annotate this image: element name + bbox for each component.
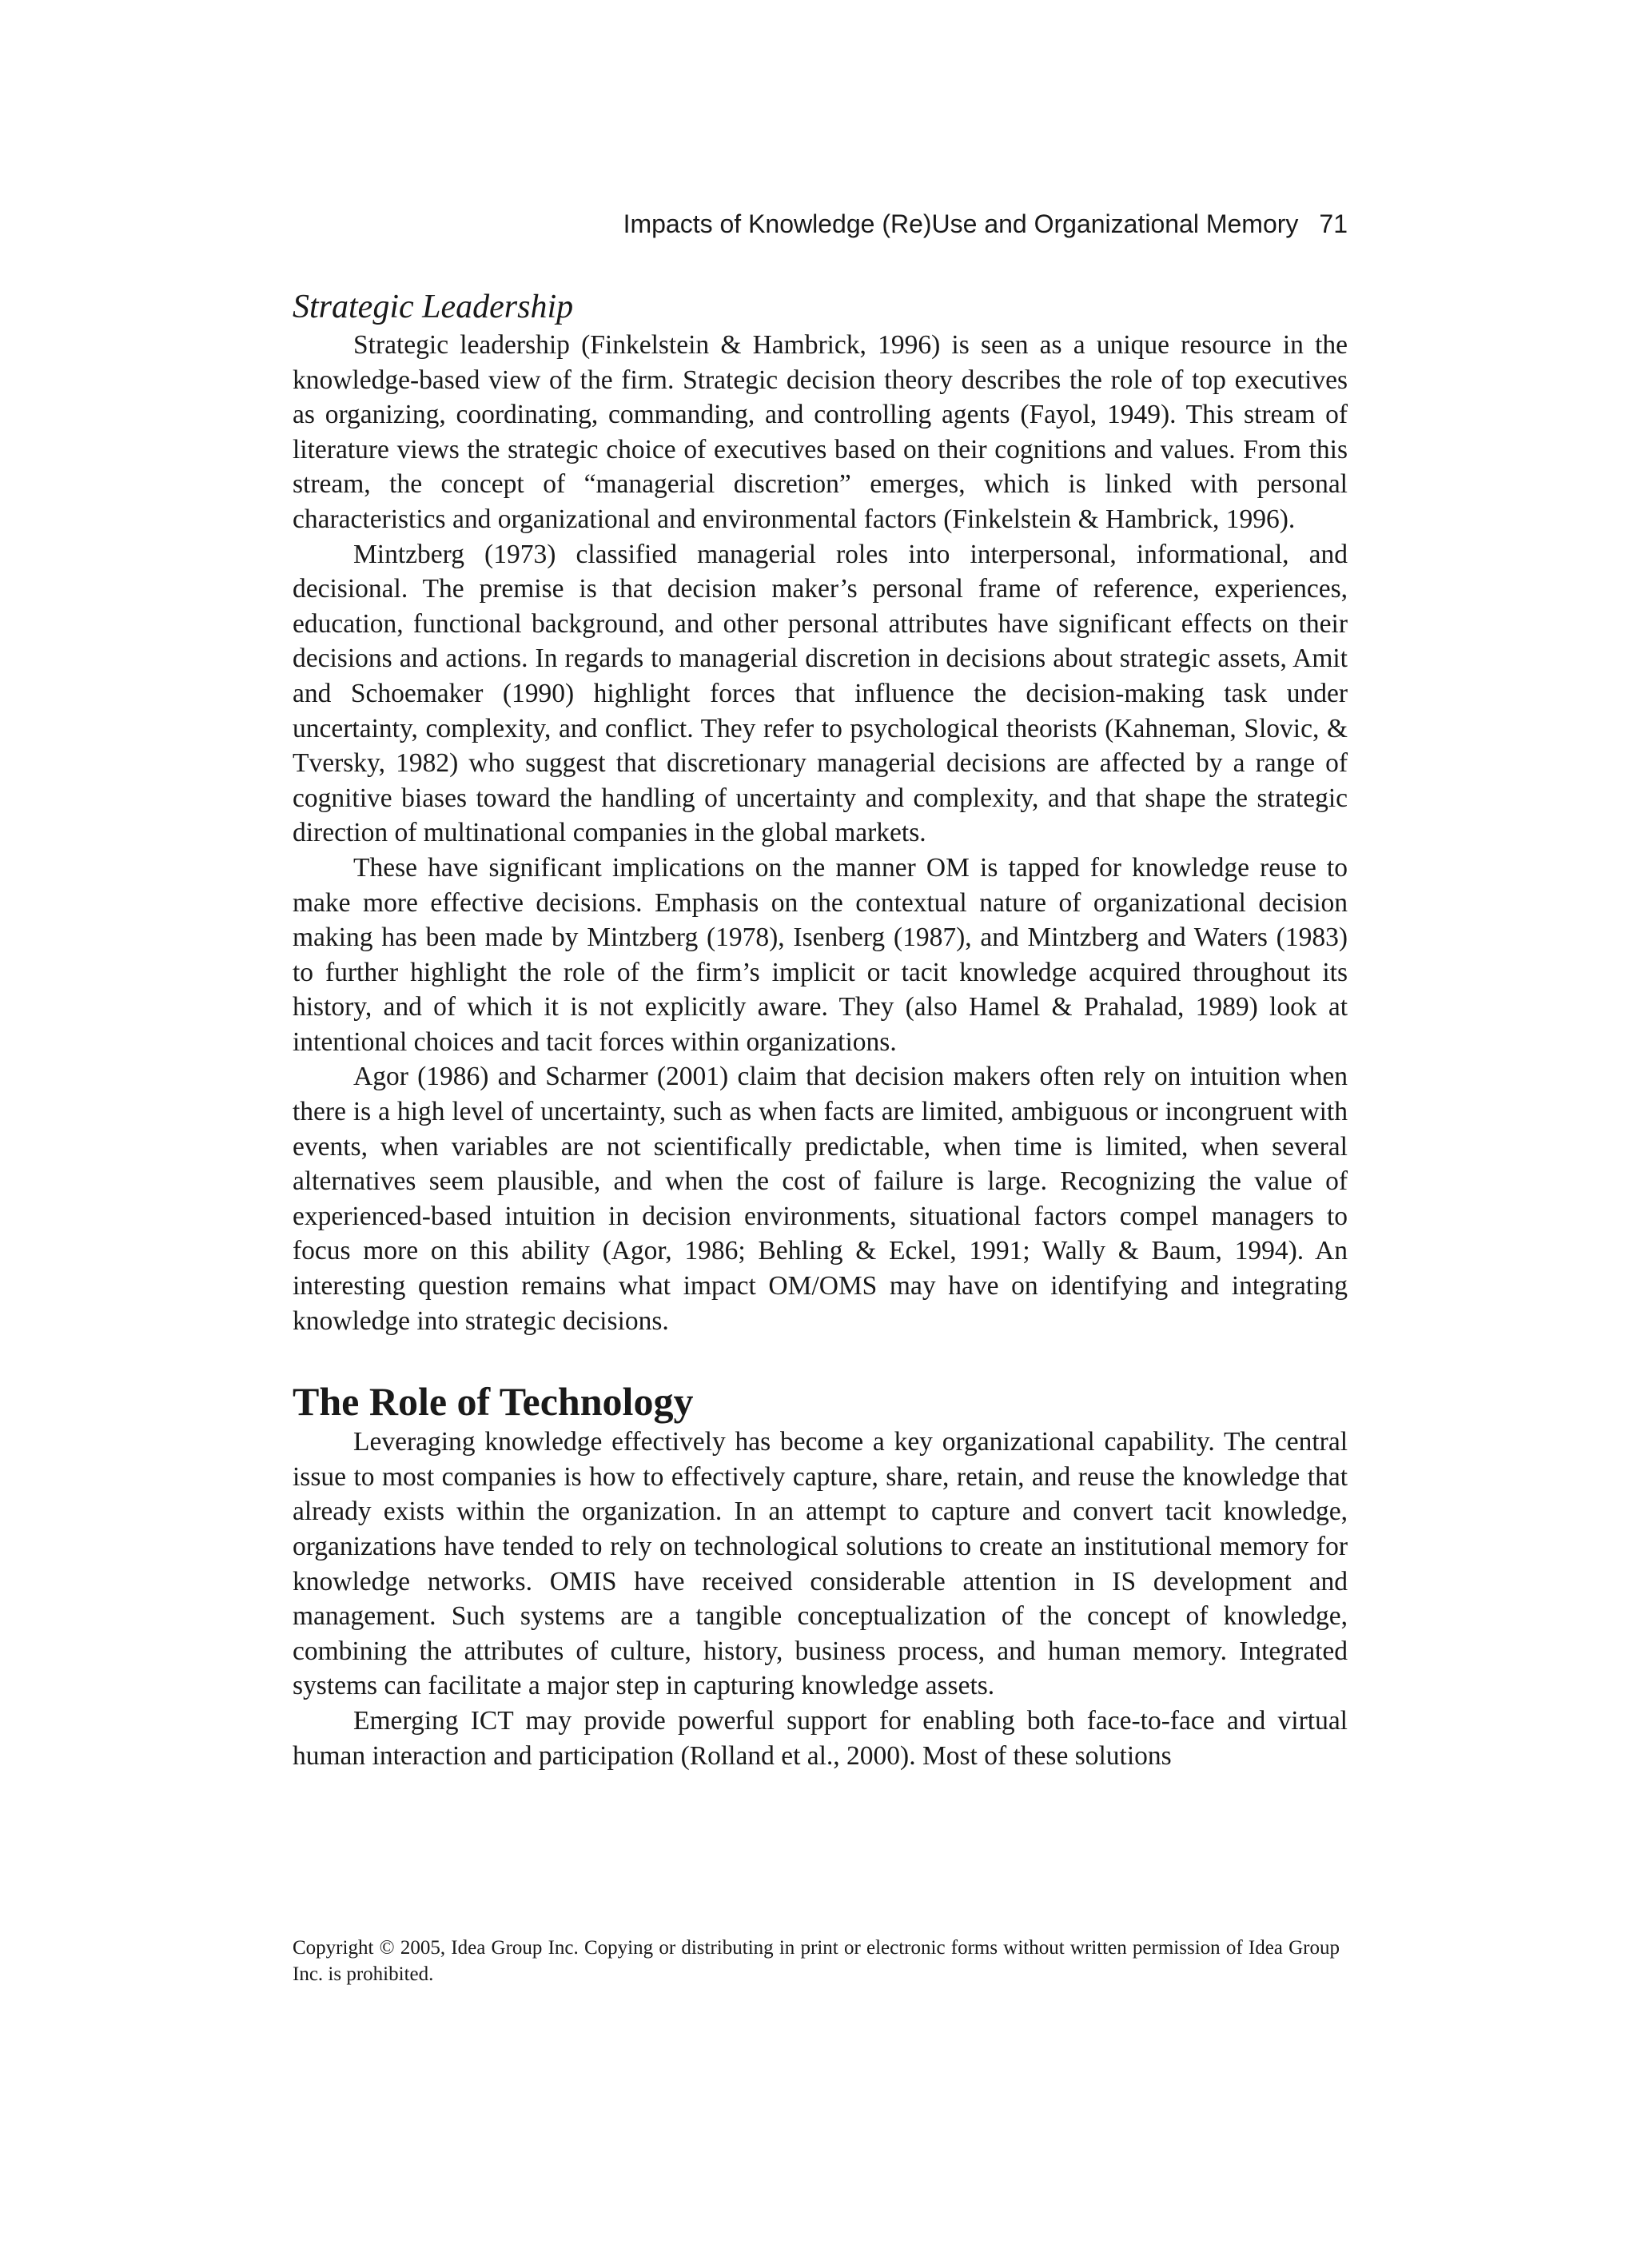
paragraph: Emerging ICT may provide powerful support for enabling both face-to-face and virtual human interaction and participation (Rolland et al., 2000). Most of these solutions bbox=[293, 1705, 1348, 1771]
copyright-notice: Copyright © 2005, Idea Group Inc. Copying or distributing in print or electronic forms without written permission of Idea Group Inc. is prohibited. bbox=[293, 1937, 1340, 1985]
page-number: 71 bbox=[1319, 209, 1348, 238]
section-heading-strategic-leadership: Strategic Leadership bbox=[293, 289, 574, 325]
paragraph: Agor (1986) and Scharmer (2001) claim that decision makers often rely on intuition when there is a high level of uncertainty, such as when facts are limited, ambiguous or incongruent with events, when variables are not scientifically predictable, when time is limited, when several alternatives seem plausible, and when the cost of failure is large. Recognizing the value of experienced-based intuition in decision environments, situational factors compel managers to focus more on this ability (Agor, 1986; Behling & Eckel, 1991; Wally & Baum, 1994). An interesting question remains what impact OM/OMS may have on identifying and integrating knowledge into strategic decisions. bbox=[293, 1062, 1348, 1336]
running-title: Impacts of Knowledge (Re)Use and Organizational Memory bbox=[623, 209, 1299, 238]
paragraph: Mintzberg (1973) classified managerial roles into interpersonal, informational, and decisional. The premise is that decision maker’s personal frame of reference, experiences, education, functional background, and other personal attributes have significant effects on their decisions and actions. In regards to managerial discretion in decisions about strategic assets, Amit and Schoemaker (1990) highlight forces that influence the decision-making task under uncertainty, complexity, and conflict. They refer to psychological theorists (Kahneman, Slovic, & Tversky, 1982) who suggest that discretionary managerial decisions are affected by a range of cognitive biases toward the handling of uncertainty and complexity, and that shape the strategic direction of multinational companies in the global markets. bbox=[293, 539, 1348, 848]
body-text bbox=[293, 286, 1348, 1773]
paragraph: Strategic leadership (Finkelstein & Hambrick, 1996) is seen as a unique resource in the knowledge-based view of the firm. Strategic decision theory describes the role of top executives as organizing, coordinating, commanding, and controlling agents (Fayol, 1949). This stream of literature views the strategic choice of executives based on their cognitions and values. From this stream, the concept of “managerial discretion” emerges, which is linked with personal characteristics and organizational and environmental factors (Finkelstein & Hambrick, 1996). bbox=[293, 330, 1348, 534]
paragraph: These have significant implications on the manner OM is tapped for knowledge reuse to make more effective decisions. Emphasis on the contextual nature of organizational decision making has been made by Mintzberg (1978), Isenberg (1987), and Mintzberg and Waters (1983) to further highlight the role of the firm’s implicit or tacit knowledge acquired throughout its history, and of which it is not explicitly aware. They (also Hamel & Prahalad, 1989) look at intentional choices and tacit forces within organizations. bbox=[293, 852, 1348, 1057]
section-heading-role-of-technology: The Role of Technology bbox=[293, 1379, 694, 1425]
running-header bbox=[623, 209, 1348, 239]
paragraph: Leveraging knowledge effectively has become a key organizational capability. The central issue to most companies is how to effectively capture, share, retain, and reuse the knowledge that already exists within the organization. In an attempt to capture and convert tacit knowledge, organizations have tended to rely on technological solutions to create an institutional memory for knowledge networks. OMIS have received considerable attention in IS development and management. Such systems are a tangible conceptualization of the concept of knowledge, combining the attributes of culture, history, business process, and human memory. Integrated systems can facilitate a major step in capturing knowledge assets. bbox=[293, 1427, 1348, 1701]
